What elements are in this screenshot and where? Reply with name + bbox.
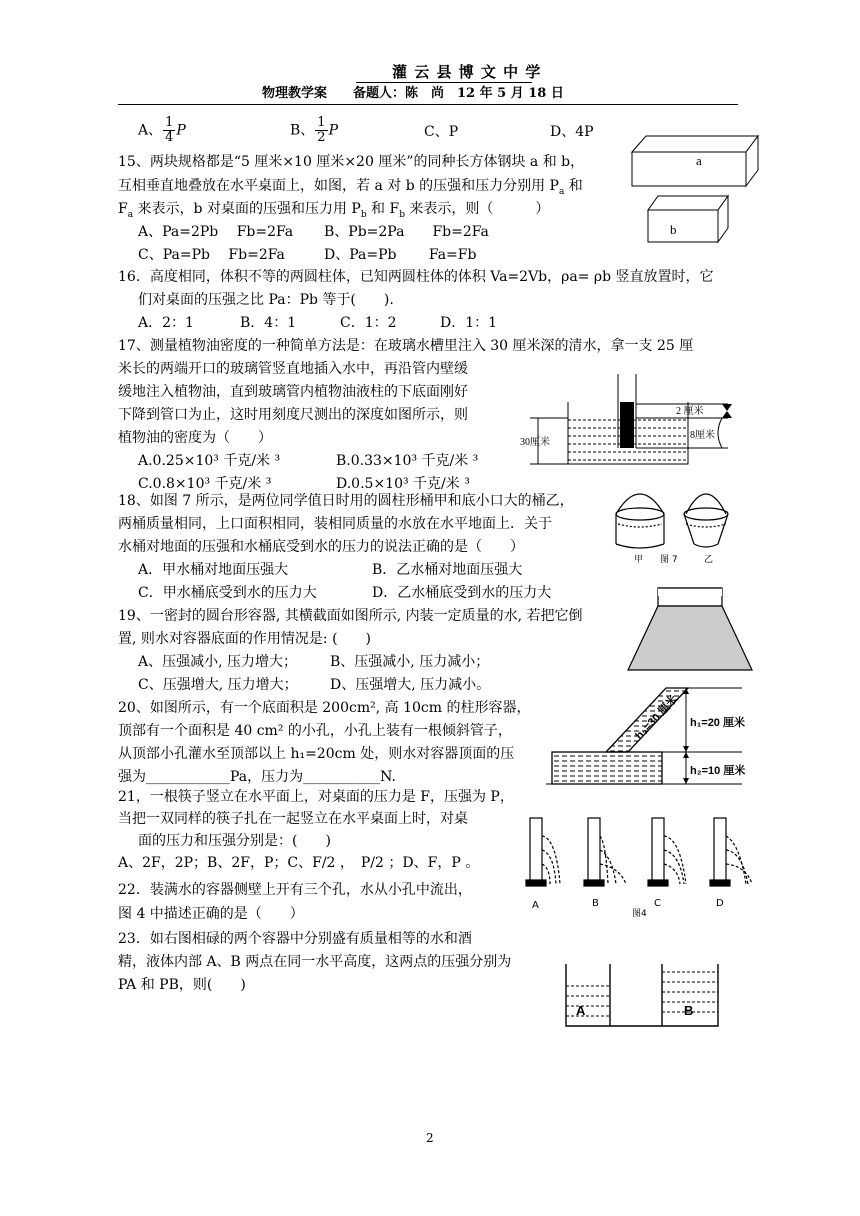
q22-label-d: D bbox=[716, 898, 724, 909]
q15-option-b: B、Pb=2Pa Fb=2Fa bbox=[324, 224, 489, 240]
q17-label-30cm: 30厘米 bbox=[520, 437, 550, 448]
q17-line5: 植物油的密度为（ ） bbox=[118, 430, 272, 446]
q16-option-b: B．4：1 bbox=[240, 315, 297, 331]
q14-option-b: B、 $\frac{1}{2}$ P bbox=[290, 115, 338, 145]
q15-line2: 互相垂直地叠放在水平桌面上，如图，若 a 对 b 的压强和压力分别用 $P_a$ 和 bbox=[118, 178, 583, 197]
q21-line2: 当把一双同样的筷子扎在一起竖立在水平桌面上时，对桌 bbox=[118, 811, 468, 827]
q19-option-d: D、压强增大, 压力减小。 bbox=[330, 677, 491, 693]
q16-option-a: A．2：1 bbox=[138, 315, 194, 331]
q18-option-d: D．乙水桶底受到水的压力大 bbox=[372, 585, 552, 601]
q16-option-c: C．1：2 bbox=[340, 315, 397, 331]
q21-line4: A、2F，2P；B、2F，P；C、F/2 ， P/2 ；D、F，P 。 bbox=[118, 855, 480, 871]
q15-figure-stacked-blocks bbox=[628, 134, 760, 246]
q19-option-c: C、压强增大, 压力增大； bbox=[138, 677, 298, 693]
q22-label-c: C bbox=[654, 898, 661, 909]
q14-option-a: A、 $\frac{1}{4}$ P bbox=[138, 115, 186, 145]
q16-line2: 们对桌面的压强之比 Pa：Pb 等于( ). bbox=[138, 292, 394, 308]
q22-line2: 图 4 中描述正确的是（ ） bbox=[118, 906, 304, 922]
q16-line1: 16．高度相同，体积不等的两圆柱体，已知两圆柱体的体积 Va=2Vb，ρa= ρb 竖直放置时，它 bbox=[118, 269, 714, 285]
q20-line2: 顶部有一个面积是 40 cm² 的小孔，小孔上装有一根倾斜管子， bbox=[118, 723, 512, 739]
q17-option-c: C.0.8×10³ 千克/米 ³ bbox=[138, 476, 272, 492]
q19-option-b: B、压强减小, 压力减小； bbox=[330, 654, 490, 670]
q20-line3: 从顶部小孔灌水至顶部以上 h₁=20cm 处，则水对容器顶面的压 bbox=[118, 746, 515, 762]
q22-label-b: B bbox=[592, 898, 599, 909]
q22-caption: 图4 bbox=[632, 909, 647, 918]
q17-option-d: D.0.5×10³ 千克/米 ³ bbox=[336, 476, 470, 492]
q20-label-h3: h₃=30 厘米 bbox=[633, 693, 681, 743]
q17-line2: 米长的两端开口的玻璃管竖直地插入水中，再沿管内壁缓 bbox=[118, 361, 468, 377]
q19-line1: 19、一密封的圆台形容器, 其横截面如图所示, 内装一定质量的水, 若把它倒 bbox=[118, 608, 583, 624]
q19-option-a: A、压强减小, 压力增大； bbox=[138, 654, 298, 670]
q17-line4: 下降到管口为止，这时用刻度尺测出的深度如图所示，则 bbox=[118, 407, 468, 423]
q15-option-d: D、Pa=Pb Fa=Fb bbox=[324, 247, 477, 263]
q17-figure-oil-tube bbox=[518, 372, 746, 468]
q18-figure-buckets bbox=[606, 478, 756, 566]
q18-option-c: C．甲水桶底受到水的压力大 bbox=[138, 585, 317, 601]
q21-line1: 21，一根筷子竖立在水平面上，对桌面的压力是 F，压强为 P， bbox=[118, 789, 514, 805]
q23-line3: PA 和 PB，则( ) bbox=[118, 977, 246, 993]
page-number: 2 bbox=[426, 1131, 434, 1145]
school-title: 灌 云 县 博 文 中 学 bbox=[392, 63, 542, 81]
q18-caption: 图 7 bbox=[660, 555, 678, 565]
q14-option-c: C、P bbox=[424, 124, 459, 140]
q18-line2: 两桶质量相同，上口面积相同，装相同质量的水放在水平地面上．关于 bbox=[118, 516, 552, 532]
q20-label-h2: h₂=10 厘米 bbox=[690, 765, 746, 777]
q17-line3: 缓地注入植物油，直到玻璃管内植物油液柱的下底面刚好 bbox=[118, 384, 468, 400]
q16-option-d: D．1：1 bbox=[440, 315, 498, 331]
q15-line1: 15、两块规格都是“5 厘米×10 厘米×20 厘米”的同种长方体钢块 a 和 b， bbox=[118, 154, 585, 170]
q17-option-a: A.0.25×10³ 千克/米 ³ bbox=[138, 453, 281, 469]
q23-point-b-label: B bbox=[684, 1003, 694, 1018]
q18-line3: 水桶对地面的压强和水桶底受到水的压力的说法正确的是（ ） bbox=[118, 539, 524, 555]
header-rule-top bbox=[356, 82, 532, 83]
q17-line1: 17、测量植物油密度的一种简单方法是：在玻璃水槽里注入 30 厘米深的清水，拿一支 25 厘 bbox=[118, 338, 694, 354]
q20-label-h1: h₁=20 厘米 bbox=[690, 717, 745, 729]
q15-option-c: C、Pa=Pb Fb=2Fa bbox=[138, 247, 285, 263]
q20-line4: 强为____________Pa，压力为___________N. bbox=[118, 769, 396, 785]
q20-figure-inclined-pipe bbox=[546, 684, 746, 790]
q19-figure-frustum-container bbox=[624, 586, 754, 674]
q20-line1: 20、如图所示，有一个底面积是 200cm², 高 10cm 的柱形容器， bbox=[118, 700, 531, 716]
q23-line1: 23．如右图相碌的两个容器中分别盛有质量相等的水和酒 bbox=[118, 931, 472, 947]
q22-label-a: A bbox=[532, 900, 539, 911]
header-rule bbox=[118, 104, 738, 105]
q22-line1: 22．装满水的容器侧壁上开有三个孔，水从小孔中流出， bbox=[118, 882, 472, 898]
q23-point-a-label: A bbox=[576, 1003, 586, 1018]
q17-option-b: B.0.33×10³ 千克/米 ³ bbox=[336, 453, 479, 469]
q18-option-a: A．甲水桶对地面压强大 bbox=[138, 562, 289, 578]
q15-option-a: A、Pa=2Pb Fb=2Fa bbox=[138, 224, 294, 240]
q17-label-2cm: 2 厘米 bbox=[676, 406, 704, 417]
q18-label-yi: 乙 bbox=[704, 555, 714, 565]
q18-label-jia: 甲 bbox=[634, 555, 644, 565]
q18-line1: 18、如图 7 所示，是两位同学值日时用的圆柱形桶甲和底小口大的桶乙， bbox=[118, 493, 574, 509]
header-subline: 物理教学案 备题人：陈 尚 12 年 5 月 18 日 bbox=[262, 86, 564, 101]
q15-label-b: b bbox=[670, 222, 677, 237]
q15-label-a: a bbox=[696, 153, 702, 168]
q18-option-b: B．乙水桶对地面压强大 bbox=[372, 562, 523, 578]
q23-figure-two-containers bbox=[560, 960, 730, 1032]
q19-line2: 置, 则水对容器底面的作用情况是: ( ) bbox=[118, 631, 371, 647]
q17-label-8cm: 8厘米 bbox=[690, 430, 715, 441]
q23-line2: 精，液体内部 A、B 两点在同一水平高度，这两点的压强分别为 bbox=[118, 954, 512, 970]
q14-option-d: D、4P bbox=[550, 124, 594, 140]
q21-line3: 面的压力和压强分别是：( ) bbox=[138, 833, 331, 849]
q22-figure-holes bbox=[520, 814, 760, 918]
q15-line3: $F_a$ 来表示，b 对桌面的压强和压力用 $P_b$ 和 $F_b$ 来表示，则（ ） bbox=[118, 201, 550, 220]
